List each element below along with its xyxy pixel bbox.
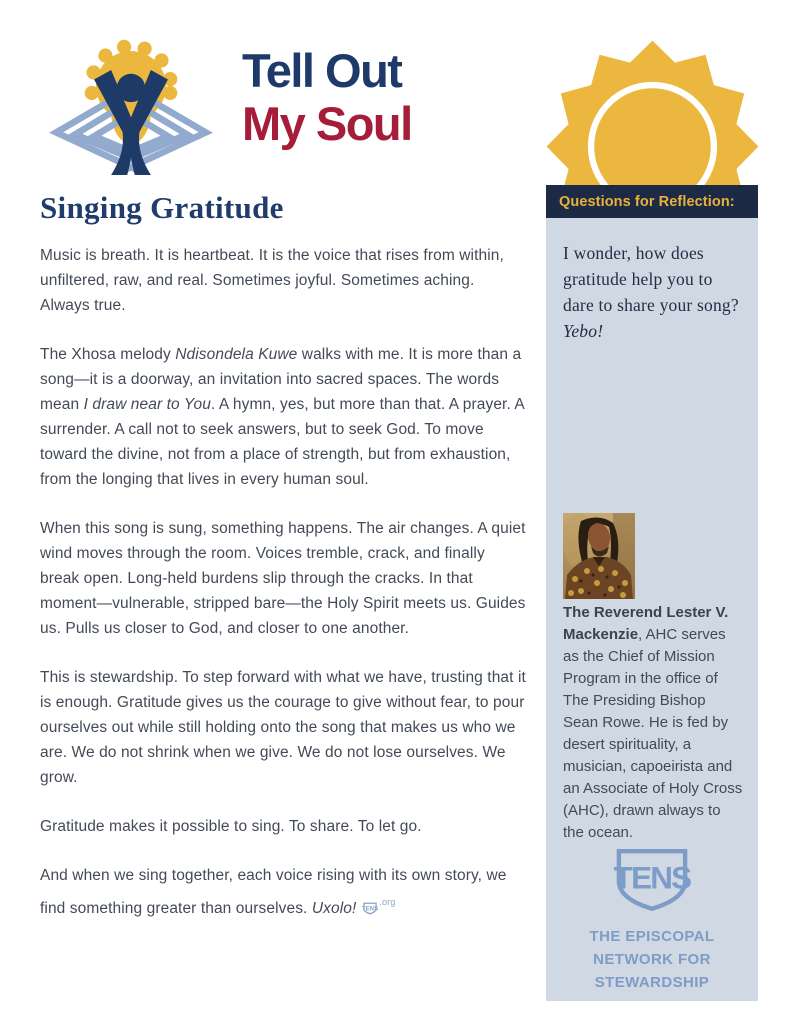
svg-text:TENS: TENS: [613, 860, 691, 896]
article-paragraph: And when we sing together, each voice rising with its own story, we find something greater than ourselves. Uxolo! TENS .org: [40, 867, 507, 917]
masthead-title-line1: Tell Out: [242, 44, 402, 97]
tens-wordmark: [546, 925, 758, 994]
tens-wordmark-line: NETWORK FOR: [593, 951, 711, 968]
masthead-title-line2: My Soul: [242, 97, 412, 150]
tens-wordmark-line: STEWARDSHIP: [594, 974, 710, 991]
sidebar: [546, 218, 758, 1001]
questions-header-bar: [546, 185, 758, 218]
article-paragraph: Music is breath. It is heartbeat. It is the voice that rises from within, unfiltered, raw, and real. Sometimes joyful. Sometimes aching. Always true.: [40, 247, 504, 314]
reflection-text: I wonder, how does gratitude help you to dare to share your song? Yebo!: [563, 243, 739, 341]
tens-shield-logo-icon: [606, 846, 698, 914]
masthead: [40, 34, 526, 176]
masthead-title: [242, 34, 412, 150]
article-body: [40, 243, 526, 921]
article-paragraph: The Xhosa melody Ndisondela Kuwe walks with me. It is more than a song—it is a doorway, an invitation into sacred spaces. The words mean I draw near to You. A hymn, yes, but more than that. A prayer. A surrender. A call not to seek answers, but to seek God. To move toward the divine, not from a place of strength, but from exhaustion, from the longing that lives in every human soul.: [40, 346, 524, 488]
svg-text:TENS: TENS: [362, 905, 379, 913]
article-paragraph: This is stewardship. To step forward with what we have, trusting that it is enough. Gratitude gives us the courage to give without fear, to pour ourselves out while still holding onto the song that makes us who we are. We do not shrink when we give. We do not lose ourselves. We grow.: [40, 669, 526, 786]
reverend-photo: [563, 513, 635, 599]
tens-wordmark-line: THE EPISCOPAL: [589, 928, 715, 945]
main-column: [40, 34, 526, 945]
questions-header-label: Questions for Reflection:: [559, 193, 735, 210]
bio-text: The Reverend Lester V. Mackenzie, AHC serves as the Chief of Mission Program in the office of The Presiding Bishop Sean Rowe. He is fed by desert spirituality, a musician, capoeirista and an Associate of Holy Cross (AHC), drawn always to the ocean.: [563, 604, 743, 841]
tens-org-mark: [362, 890, 395, 915]
tens-org-suffix: .org: [379, 897, 396, 907]
article-heading: Singing Gratitude: [40, 190, 284, 225]
tens-logo-block: [546, 846, 758, 994]
article-paragraph: Gratitude makes it possible to sing. To share. To let go.: [40, 818, 422, 835]
tens-shield-logo-icon: [362, 902, 378, 915]
open-book-figure-sun-logo-icon: [40, 34, 222, 176]
article-paragraph: When this song is sung, something happens. The air changes. A quiet wind moves through the room. Voices tremble, crack, and finally break open. Long-held burdens slip through the cracks. In that moment—vulnerable, stripped bare—the Holy Spirit meets us. Guides us. Pulls us closer to God, and closer to one another.: [40, 520, 526, 637]
